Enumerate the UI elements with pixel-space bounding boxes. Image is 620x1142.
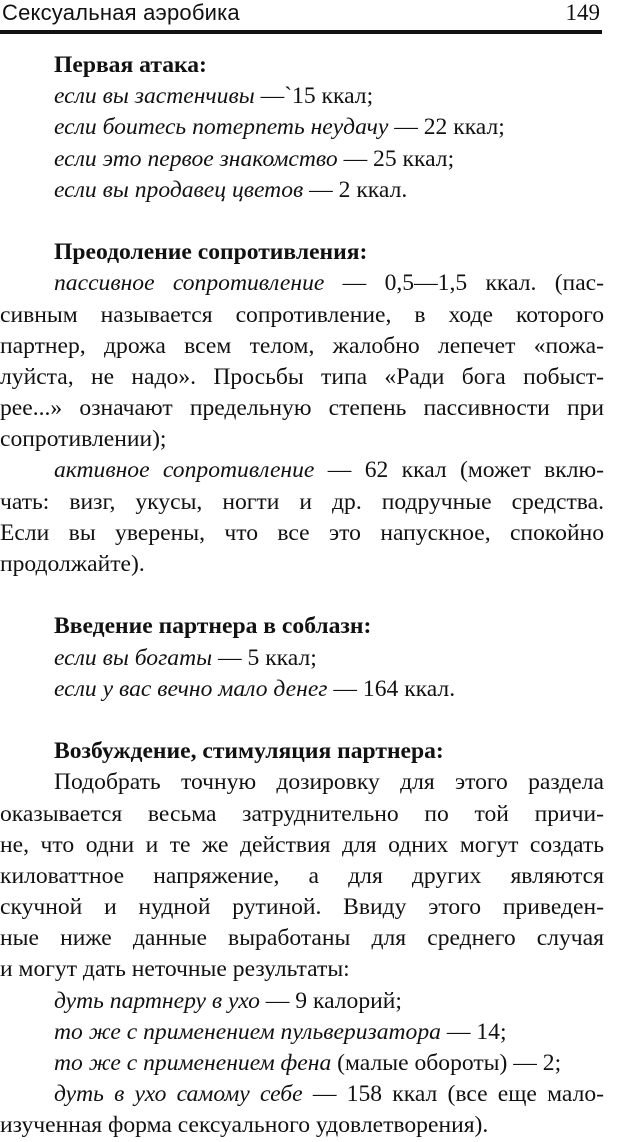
paragraph-line: активное сопротивление — 62 ккал (может вклю- [54, 457, 604, 484]
header-rule [0, 30, 602, 34]
item-label: если у вас вечно мало денег [54, 675, 328, 702]
paragraph-line: не, что одни и те же действия для одних могут создать [0, 831, 604, 858]
item-label: если вы застенчивы [54, 83, 255, 110]
active-label: активное сопротивление [54, 457, 315, 484]
item-value: — 2 ккал. [309, 176, 408, 203]
section-heading-resistance: Преодоление сопротивления: [54, 239, 368, 266]
page-header [0, 0, 620, 34]
list-item [0, 175, 604, 206]
item-value: — 164 ккал. [333, 675, 456, 702]
paragraph-line: чать: визг, укусы, ногти и др. подручные средства. [0, 488, 604, 515]
list-item [0, 674, 604, 705]
section-heading-stimulation: Возбуждение, стимуляция партнера: [54, 738, 444, 765]
list-item [0, 643, 604, 674]
paragraph-line: ные ниже данные выработаны для среднего случая [0, 925, 604, 952]
item-value: — 14; [440, 1018, 507, 1045]
paragraph-line: луйста, не надо». Просьбы типа «Ради бога побыст- [0, 363, 604, 390]
paragraph-line: киловаттное напряжение, а для других являются [0, 862, 604, 889]
list-item [0, 1048, 604, 1079]
section-gap [0, 580, 604, 611]
section-heading-seduction: Введение партнера в соблазн: [54, 613, 372, 640]
item-value: (малые обороты) — 2; [331, 1050, 562, 1076]
paragraph-line: партнер, дрожа всем телом, жалобно лепечет «пожа- [0, 332, 604, 359]
list-item [0, 81, 604, 112]
page-body [0, 50, 604, 1142]
paragraph-line: продолжайте). [0, 551, 145, 577]
item-value: — 158 ккал (все еще мало- [302, 1081, 604, 1108]
item-label: если вы богаты [54, 644, 213, 671]
item-label: если это первое знакомство [54, 145, 338, 172]
section-gap [0, 206, 604, 237]
item-label: дуть в ухо самому себе [54, 1081, 303, 1108]
paragraph-line: оказывается весьма затруднительно по той причи- [0, 800, 604, 827]
item-value: — 5 ккал; [218, 644, 317, 671]
paragraph-line: скучной и нудной рутиной. Ввиду этого приведен- [0, 894, 604, 921]
paragraph-line: изученная форма сексуального удовлетворения). [0, 1112, 489, 1139]
paragraph-line: сопротивлении); [0, 426, 167, 453]
item-label: то же с применением пульверизатора [54, 1018, 441, 1045]
running-title: Сексуальная аэробика [2, 0, 240, 25]
paragraph-line: Подобрать точную дозировку для этого раздела [54, 769, 604, 796]
passive-label: пассивное сопротивление [54, 270, 325, 297]
list-item [0, 112, 604, 143]
list-item [0, 144, 604, 175]
item-value: — 25 ккал; [343, 145, 455, 172]
paragraph-line: сивным называется сопротивление, в ходе которого [0, 301, 604, 328]
section-gap [0, 705, 604, 736]
paragraph-line: рее...» означают предельную степень пассивности при [0, 395, 604, 422]
paragraph-line: и могут дать неточные результаты: [0, 956, 350, 983]
page-number: 149 [565, 0, 600, 25]
item-value: —`15 ккал; [260, 83, 374, 110]
item-label: дуть партнеру в ухо [54, 987, 260, 1014]
list-item [0, 1017, 604, 1048]
list-item [0, 986, 604, 1017]
paragraph-line: Если вы уверены, что все это напускное, спокойно [0, 519, 604, 546]
item-label: то же с применением фена [54, 1050, 332, 1076]
item-value: — 22 ккал; [394, 114, 505, 141]
item-label: если боитесь потерпеть неудачу [54, 114, 389, 141]
paragraph-line: пассивное сопротивление — 0,5—1,5 ккал. (пас- [54, 270, 604, 297]
item-value: — 9 калорий; [259, 987, 402, 1014]
list-item [0, 1079, 604, 1110]
item-label: если вы продавец цветов [54, 176, 304, 203]
section-heading-first-attack: Первая атака: [54, 52, 207, 78]
